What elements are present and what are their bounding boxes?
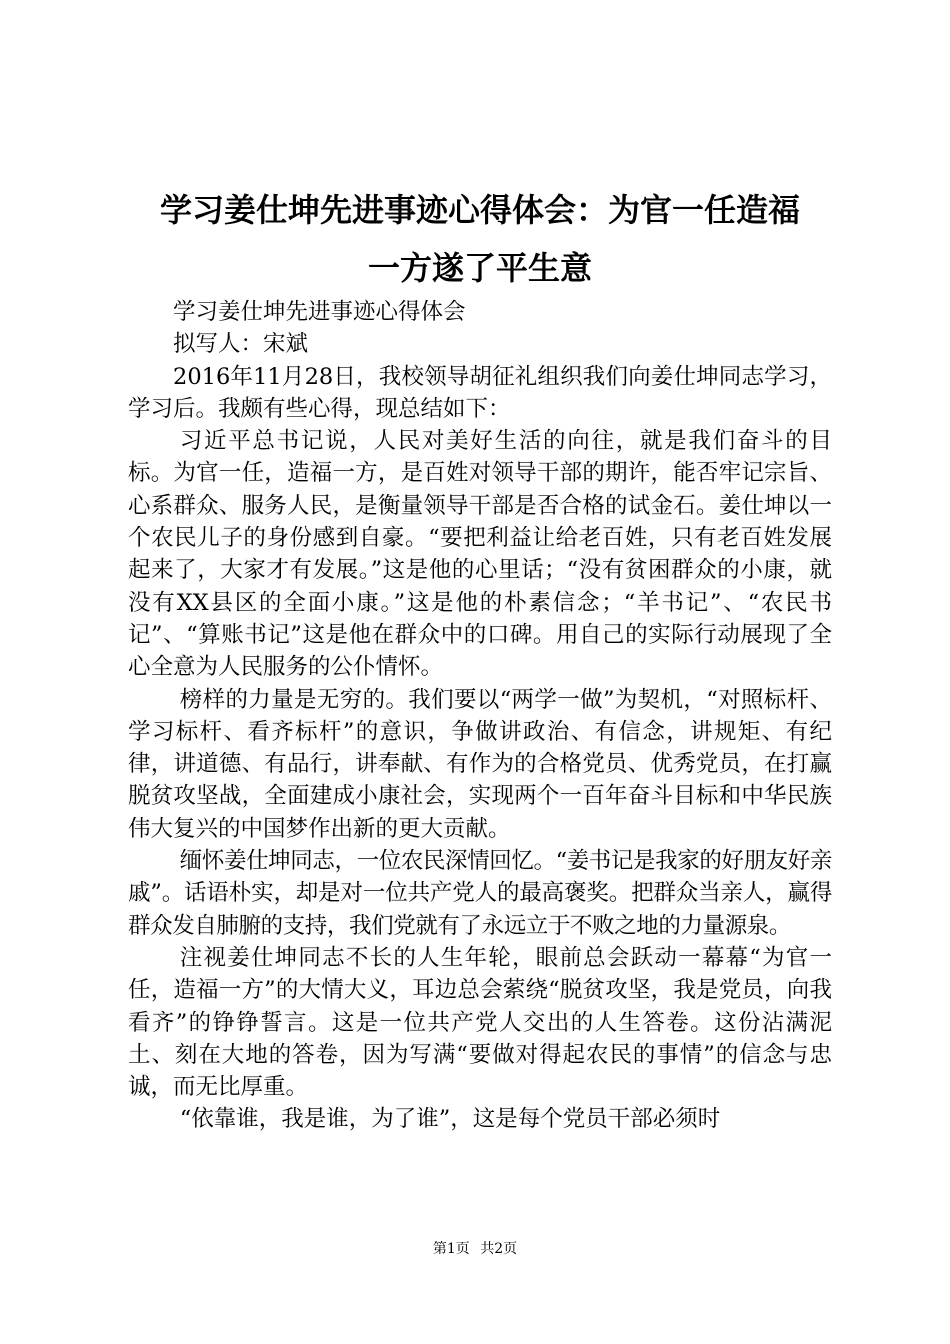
document-title-line-2: 一方遂了平生意	[367, 249, 592, 287]
page-number-total: 共2页	[480, 1241, 518, 1257]
author-paragraph: 拟写人：宋斌	[173, 331, 309, 358]
body-paragraph: “依靠谁，我是谁，为了谁”，这是每个党员干部必须时	[179, 1106, 721, 1133]
body-paragraph: 2016年11月28日，我校领导胡征礼组织我们向姜仕坤同志学习，学习后。我颇有些心得，现总结如下：	[128, 363, 832, 422]
body-paragraph: 榜样的力量是无穷的。我们要以“两学一做”为契机，“对照标杆、学习标杆、看齐标杆”的意识，争做讲政治、有信念，讲规矩、有纪律，讲道德、有品行，讲奉献、有作为的合格党员、优秀党员，在打赢脱贫攻坚战，全面建成小康社会，实现两个一百年奋斗目标和中华民族伟大复兴的中国梦作出新的更大贡献。	[128, 686, 832, 842]
document-title-line-1: 学习姜仕坤先进事迹心得体会：为官一任造福	[159, 191, 800, 229]
page-number-current: 第1页	[432, 1241, 470, 1257]
subtitle-paragraph: 学习姜仕坤先进事迹心得体会	[173, 299, 466, 325]
body-paragraph: 注视姜仕坤同志不长的人生年轮，眼前总会跃动一幕幕“为官一任，造福一方”的大情大义，耳边总会萦绕“脱贫攻坚，我是党员，向我看齐”的铮铮誓言。这是一位共产党人交出的人生答卷。这份沾满泥土、刻在大地的答卷，因为写满“要做对得起农民的事情”的信念与忠诚，而无比厚重。	[128, 944, 832, 1101]
page-footer	[0, 1240, 950, 1258]
body-paragraph: 缅怀姜仕坤同志，一位农民深情回忆。“姜书记是我家的好朋友好亲戚”。话语朴实，却是对一位共产党人的最高褒奖。把群众当亲人，赢得群众发自肺腑的支持，我们党就有了永远立于不败之地的力量源泉。	[128, 848, 832, 939]
body-paragraph: 习近平总书记说，人民对美好生活的向往，就是我们奋斗的目标。为官一任，造福一方，是百姓对领导干部的期许，能否牢记宗旨、心系群众、服务人民，是衡量领导干部是否合格的试金石。姜仕坤以一个农民儿子的身份感到自豪。“要把利益让给老百姓，只有老百姓发展起来了，大家才有发展。”这是他的心里话；“没有贫困群众的小康，就没有XX县区的全面小康。”这是他的朴素信念；“羊书记”、“农民书记”、“算账书记”这是他在群众中的口碑。用自己的实际行动展现了全心全意为人民服务的公仆情怀。	[128, 428, 832, 681]
document-body	[128, 296, 832, 1136]
